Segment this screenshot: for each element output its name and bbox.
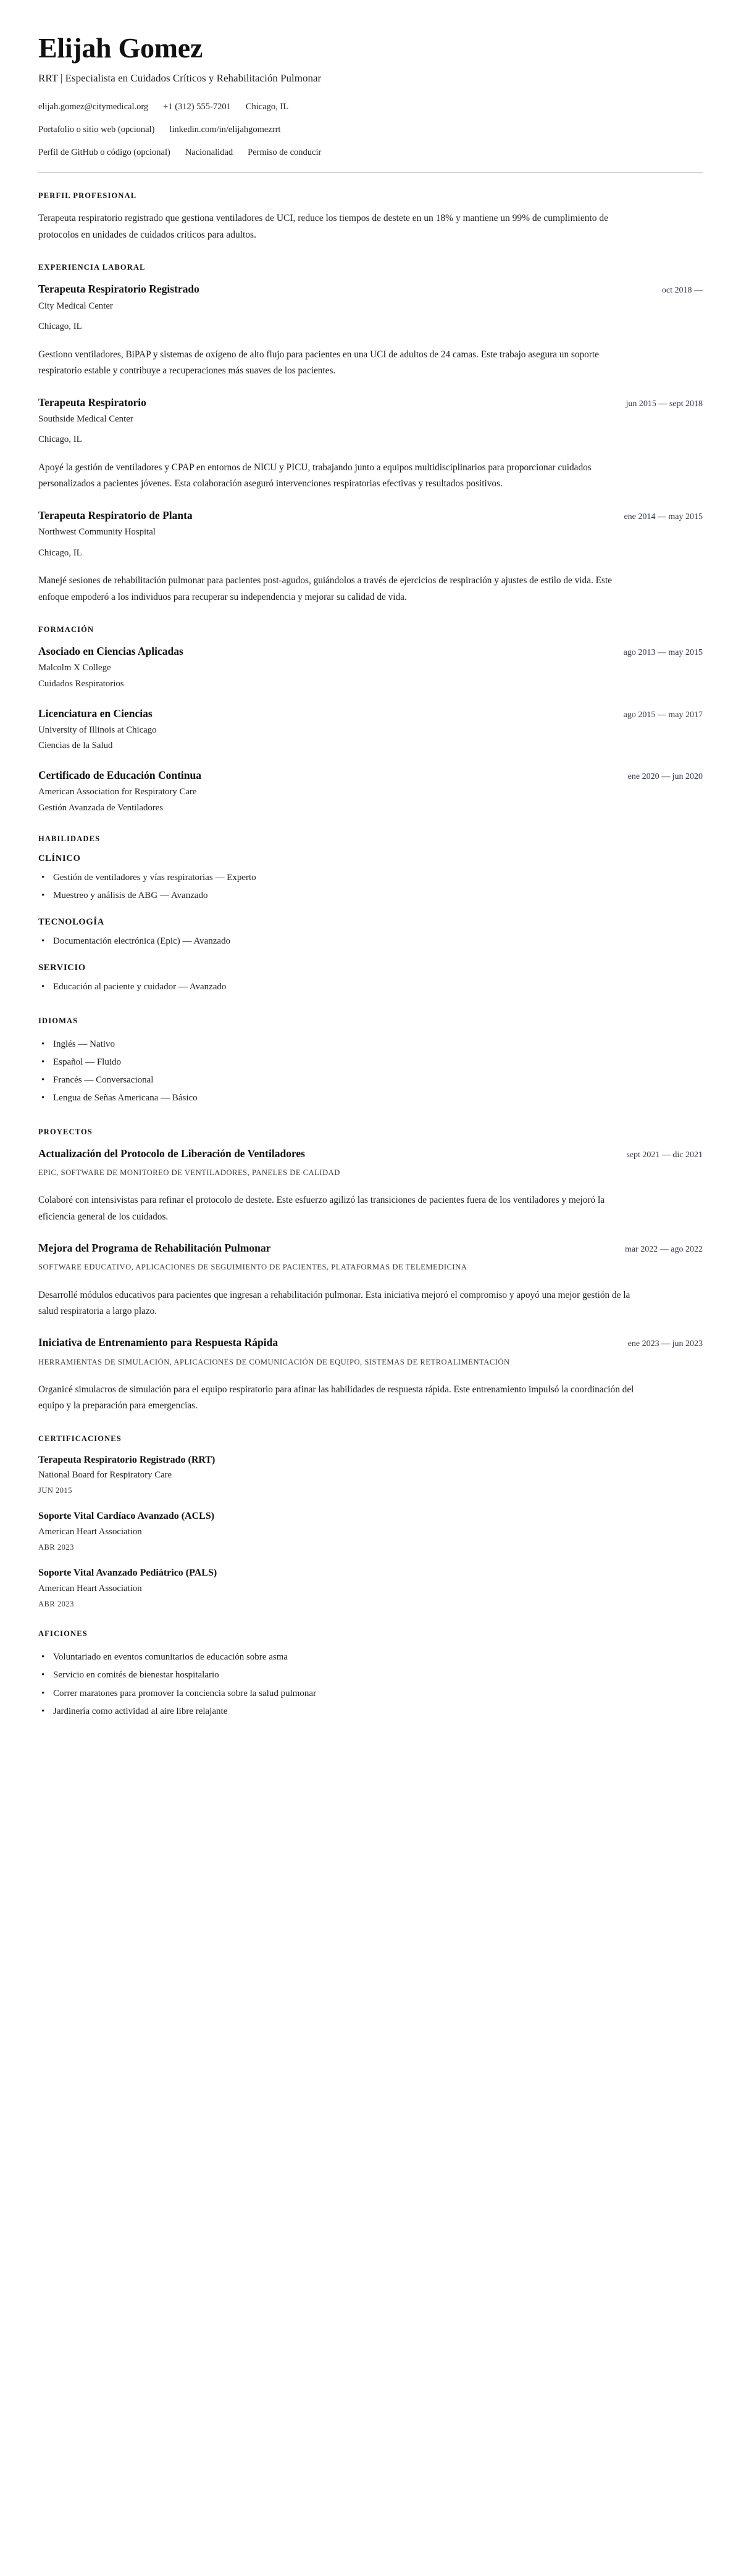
skill-group — [38, 917, 703, 950]
certification-entry — [38, 1510, 703, 1553]
contact-line-2 — [38, 124, 703, 136]
experience-date-range: ene 2014 — may 2015 — [624, 512, 703, 521]
certification-entry — [38, 1453, 703, 1497]
experience-entry-head — [38, 396, 703, 410]
experience-job-title: Terapeuta Respiratorio — [38, 396, 146, 409]
project-entry — [38, 1241, 703, 1319]
contact-location: Chicago, IL — [245, 102, 289, 112]
skill-group — [38, 854, 703, 905]
experience-location: Chicago, IL — [38, 434, 82, 445]
language-item: • Francés — Conversacional — [38, 1071, 703, 1089]
skill-group-name: TECNOLOGÍA — [38, 917, 104, 928]
certification-issuer: National Board for Respiratory Care — [38, 1470, 172, 1481]
spacer — [38, 247, 703, 263]
education-field: Ciencias de la Salud — [38, 741, 113, 751]
project-tech-stack: HERRAMIENTAS DE SIMULACIÓN, APLICACIONES DE COMUNICACIÓN DE EQUIPO, SISTEMAS DE RETROALIMENTACIÓN — [38, 1357, 510, 1366]
certification-date: ABR 2023 — [38, 1599, 74, 1608]
skill-list — [38, 978, 703, 996]
certification-date: JUN 2015 — [38, 1485, 73, 1495]
education-degree: Certificado de Educación Continua — [38, 769, 201, 782]
hobby-item: • Correr maratones para promover la conciencia sobre la salud pulmonar — [38, 1685, 703, 1703]
contact-driving-licence: Permiso de conducir — [248, 147, 322, 157]
language-item: • Inglés — Nativo — [38, 1036, 703, 1053]
hobby-list — [38, 1648, 703, 1721]
experience-location: Chicago, IL — [38, 322, 82, 332]
education-entry — [38, 768, 703, 815]
experience-entry — [38, 396, 703, 492]
project-description: Organicé simulacros de simulación para el equipo respiratorio para afinar las habilidades de respuesta rápida. Este entrenamiento impulsó la coordinación del equipo y la preparación para emergencias. — [38, 1384, 634, 1411]
hobby-item: • Voluntariado en eventos comunitarios de educación sobre asma — [38, 1648, 703, 1666]
section-hobbies — [38, 1629, 703, 1721]
hobby-item: • Jardinería como actividad al aire libre relajante — [38, 1703, 703, 1721]
certification-name: Soporte Vital Cardíaco Avanzado (ACLS) — [38, 1511, 215, 1522]
experience-location: Chicago, IL — [38, 547, 82, 558]
section-projects — [38, 1128, 703, 1415]
education-date-range: ene 2020 — jun 2020 — [627, 772, 703, 782]
experience-description: Apoyé la gestión de ventiladores y CPAP en entornos de NICU y PICU, trabajando junto a equipos multidisciplinarios para proporcionar cuidados personalizados a pacientes jóvenes. Esta colaboración aseguró intervenciones respiratorias efectivas y resultados positivos. — [38, 462, 592, 489]
experience-entry — [38, 509, 703, 605]
project-description: Desarrollé módulos educativos para pacientes que ingresan a rehabilitación pulmonar. Esta iniciativa mejoró el compromiso y apoyó una mejor gestión de la salud respiratoria a largo plazo. — [38, 1289, 630, 1317]
profile-text: Terapeuta respiratorio registrado que gestiona ventiladores de UCI, reduce los tiempos de destete en un 18% y mantiene un 99% de cumplimiento de protocolos en unidades de cuidados críticos para adultos. — [38, 213, 609, 240]
experience-entry-head — [38, 509, 703, 523]
header-divider — [38, 172, 703, 173]
certification-name: Terapeuta Respiratorio Registrado (RRT) — [38, 1454, 216, 1465]
education-school: American Association for Respiratory Care — [38, 787, 197, 797]
education-field: Gestión Avanzada de Ventiladores — [38, 803, 164, 813]
experience-job-title: Terapeuta Respiratorio Registrado — [38, 283, 199, 296]
skill-group — [38, 963, 703, 996]
contact-nationality: Nacionalidad — [185, 147, 233, 157]
spacer — [38, 818, 703, 834]
contact-line-3 — [38, 147, 703, 159]
contact-linkedin[interactable]: linkedin.com/in/elijahgomezrrt — [169, 124, 281, 135]
project-entry — [38, 1147, 703, 1225]
skill-list — [38, 933, 703, 950]
education-date-range: ago 2013 — may 2015 — [623, 647, 703, 657]
project-tech-stack: EPIC, SOFTWARE DE MONITOREO DE VENTILADORES, PANELES DE CALIDAD — [38, 1168, 340, 1177]
spacer — [38, 1613, 703, 1629]
education-degree: Licenciatura en Ciencias — [38, 707, 153, 720]
skill-item: • Documentación electrónica (Epic) — Avanzado — [38, 933, 703, 950]
language-item: • Lengua de Señas Americana — Básico — [38, 1089, 703, 1107]
candidate-name: Elijah Gomez — [38, 32, 203, 64]
project-entry-head — [38, 1147, 703, 1161]
experience-entry — [38, 282, 703, 379]
education-entry-head — [38, 768, 703, 783]
section-title-projects: PROYECTOS — [38, 1127, 93, 1136]
spacer — [38, 1000, 703, 1016]
spacer — [38, 1418, 703, 1434]
skill-item: • Muestreo y análisis de ABG — Avanzado — [38, 887, 703, 905]
experience-company: Southside Medical Center — [38, 413, 133, 424]
contact-phone[interactable]: +1 (312) 555-7201 — [163, 102, 231, 112]
certification-name: Soporte Vital Avanzado Pediátrico (PALS) — [38, 1568, 217, 1579]
skill-item: • Educación al paciente y cuidador — Avanzado — [38, 978, 703, 996]
section-title-experience: EXPERIENCIA LABORAL — [38, 263, 146, 272]
contact-portfolio[interactable]: Portafolio o sitio web (opcional) — [38, 124, 155, 135]
experience-entry-head — [38, 282, 703, 296]
section-experience — [38, 263, 703, 605]
certification-entry — [38, 1566, 703, 1610]
section-title-languages: IDIOMAS — [38, 1016, 78, 1025]
section-title-certifications: CERTIFICACIONES — [38, 1434, 122, 1443]
project-entry — [38, 1336, 703, 1414]
experience-date-range: oct 2018 — — [661, 286, 703, 296]
experience-description: Manejé sesiones de rehabilitación pulmonar para pacientes post-agudos, guiándolos a través de ejercicios de respiración y ajustes de estilo de vida. Este enfoque empoderó a los individuos para recuperar su independencia y mejorar su calidad de vida. — [38, 575, 612, 602]
contact-email[interactable]: elijah.gomez@citymedical.org — [38, 102, 149, 112]
education-entry — [38, 707, 703, 753]
section-title-profile: PERFIL PROFESIONAL — [38, 191, 137, 201]
skill-group-name: CLÍNICO — [38, 853, 81, 863]
education-school: Malcolm X College — [38, 663, 111, 673]
education-entry-head — [38, 644, 703, 659]
project-description: Colaboré con intensivistas para refinar el protocolo de destete. Este esfuerzo agilizó las transiciones de pacientes fuera de los ventiladores y mejoró la eficiencia general de los cuidados. — [38, 1195, 605, 1222]
project-date-range: ene 2023 — jun 2023 — [627, 1339, 703, 1349]
language-list — [38, 1036, 703, 1108]
contact-github[interactable]: Perfil de GitHub o código (opcional) — [38, 147, 170, 157]
candidate-headline: RRT | Especialista en Cuidados Críticos y Rehabilitación Pulmonar — [38, 72, 322, 85]
education-entry — [38, 644, 703, 691]
section-certifications — [38, 1434, 703, 1610]
project-title: Mejora del Programa de Rehabilitación Pulmonar — [38, 1242, 271, 1255]
section-languages — [38, 1016, 703, 1108]
experience-date-range: jun 2015 — sept 2018 — [626, 399, 703, 409]
section-profile — [38, 191, 703, 243]
experience-job-title: Terapeuta Respiratorio de Planta — [38, 509, 193, 521]
certification-date: ABR 2023 — [38, 1542, 74, 1552]
education-field: Cuidados Respiratorios — [38, 678, 124, 689]
skill-group-name: SERVICIO — [38, 963, 86, 973]
project-entry-head — [38, 1336, 703, 1350]
education-date-range: ago 2015 — may 2017 — [623, 710, 703, 720]
education-entry-head — [38, 707, 703, 721]
section-education — [38, 625, 703, 815]
section-title-skills: HABILIDADES — [38, 834, 101, 843]
spacer — [38, 609, 703, 625]
resume-header — [38, 33, 703, 159]
contact-line-1 — [38, 101, 703, 114]
project-date-range: sept 2021 — dic 2021 — [626, 1150, 703, 1160]
education-degree: Asociado en Ciencias Aplicadas — [38, 644, 183, 657]
language-item: • Español — Fluido — [38, 1053, 703, 1071]
section-title-hobbies: AFICIONES — [38, 1629, 88, 1639]
certification-issuer: American Heart Association — [38, 1583, 142, 1593]
project-entry-head — [38, 1241, 703, 1255]
spacer — [38, 1111, 703, 1128]
project-date-range: mar 2022 — ago 2022 — [625, 1245, 703, 1255]
project-tech-stack: SOFTWARE EDUCATIVO, APLICACIONES DE SEGUIMIENTO DE PACIENTES, PLATAFORMAS DE TELEMEDICINA — [38, 1263, 467, 1272]
experience-description: Gestiono ventiladores, BiPAP y sistemas de oxígeno de alto flujo para pacientes en una UCI de adultos de 24 camas. Este trabajo asegura un soporte respiratorio estable y contribuye a recuperaciones más suaves de los pacientes. — [38, 349, 599, 376]
section-title-education: FORMACIÓN — [38, 625, 94, 634]
certification-issuer: American Heart Association — [38, 1527, 142, 1537]
education-school: University of Illinois at Chicago — [38, 725, 157, 735]
experience-company: City Medical Center — [38, 301, 113, 311]
skill-item: • Gestión de ventiladores y vías respiratorias — Experto — [38, 869, 703, 887]
skill-list — [38, 869, 703, 905]
experience-company: Northwest Community Hospital — [38, 526, 156, 537]
section-skills — [38, 834, 703, 997]
project-title: Iniciativa de Entrenamiento para Respuesta Rápida — [38, 1336, 278, 1349]
project-title: Actualización del Protocolo de Liberación de Ventiladores — [38, 1147, 305, 1160]
hobby-item: • Servicio en comités de bienestar hospitalario — [38, 1666, 703, 1684]
